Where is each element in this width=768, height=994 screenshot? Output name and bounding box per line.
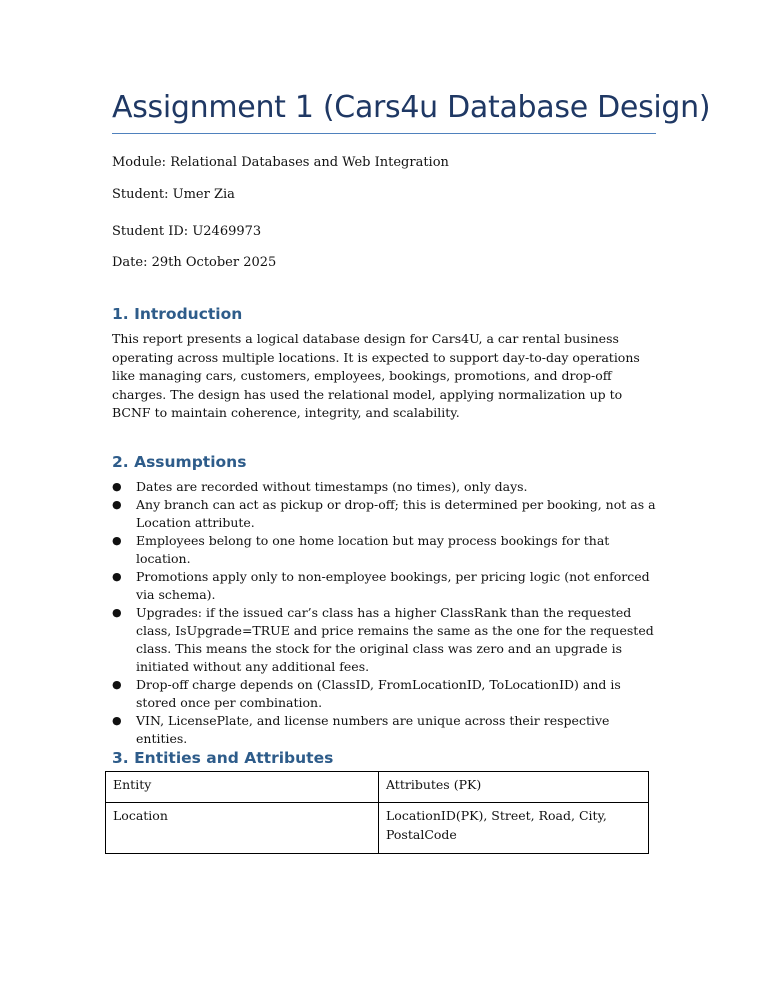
table-row xyxy=(106,803,649,854)
bullet-icon: ● xyxy=(112,570,122,583)
module-line: Module: Relational Databases and Web Integration xyxy=(112,155,449,170)
date-line: Date: 29th October 2025 xyxy=(112,255,277,270)
list-item xyxy=(112,604,657,676)
bullet-icon: ● xyxy=(112,498,122,511)
bullet-icon: ● xyxy=(112,480,122,493)
table-header-cell: Attributes (PK) xyxy=(379,772,649,803)
list-item xyxy=(112,478,657,496)
assumption-text: Drop-off charge depends on (ClassID, FromLocationID, ToLocationID) and is stored once per combination. xyxy=(136,677,621,710)
list-item xyxy=(112,676,657,712)
student-id-line: Student ID: U2469973 xyxy=(112,224,262,239)
intro-paragraph: This report presents a logical database design for Cars4U, a car rental business operating across multiple locations. It is expected to support day-to-day operations like managing cars, customers, employees, bookings, promotions, and drop-off charges. The design has used the relational model, applying normalization up to BCNF to maintain coherence, integrity, and scalability. xyxy=(112,331,640,420)
table-header-cell: Entity xyxy=(106,772,379,803)
list-item xyxy=(112,712,657,748)
list-item xyxy=(112,568,657,604)
title-underline xyxy=(112,133,656,134)
assumptions-list xyxy=(112,478,657,748)
table-cell: LocationID(PK), Street, Road, City, PostalCode xyxy=(379,803,649,854)
entities-heading: 3. Entities and Attributes xyxy=(112,749,334,767)
entities-table xyxy=(105,771,649,854)
document-title: Assignment 1 (Cars4u Database Design) xyxy=(112,90,711,125)
intro-heading: 1. Introduction xyxy=(112,305,243,323)
assumption-text: VIN, LicensePlate, and license numbers are unique across their respective entities. xyxy=(136,713,610,746)
list-item xyxy=(112,496,657,532)
assumption-text: Dates are recorded without timestamps (no times), only days. xyxy=(136,479,528,494)
bullet-icon: ● xyxy=(112,714,122,727)
bullet-icon: ● xyxy=(112,534,122,547)
assumption-text: Upgrades: if the issued car’s class has a higher ClassRank than the requested class, IsUpgrade=TRUE and price remains the same as the one for the requested class. This means the stock for the original class was zero and an upgrade is initiated without any additional fees. xyxy=(136,605,654,674)
assumption-text: Any branch can act as pickup or drop-off; this is determined per booking, not as a Location attribute. xyxy=(136,497,656,530)
table-cell: Location xyxy=(106,803,379,854)
list-item xyxy=(112,532,657,568)
assumption-text: Employees belong to one home location but may process bookings for that location. xyxy=(136,533,610,566)
assumptions-heading: 2. Assumptions xyxy=(112,453,247,471)
table-header-row xyxy=(106,772,649,803)
bullet-icon: ● xyxy=(112,606,122,619)
student-line: Student: Umer Zia xyxy=(112,187,235,202)
bullet-icon: ● xyxy=(112,678,122,691)
assumption-text: Promotions apply only to non-employee bookings, per pricing logic (not enforced via schema). xyxy=(136,569,650,602)
